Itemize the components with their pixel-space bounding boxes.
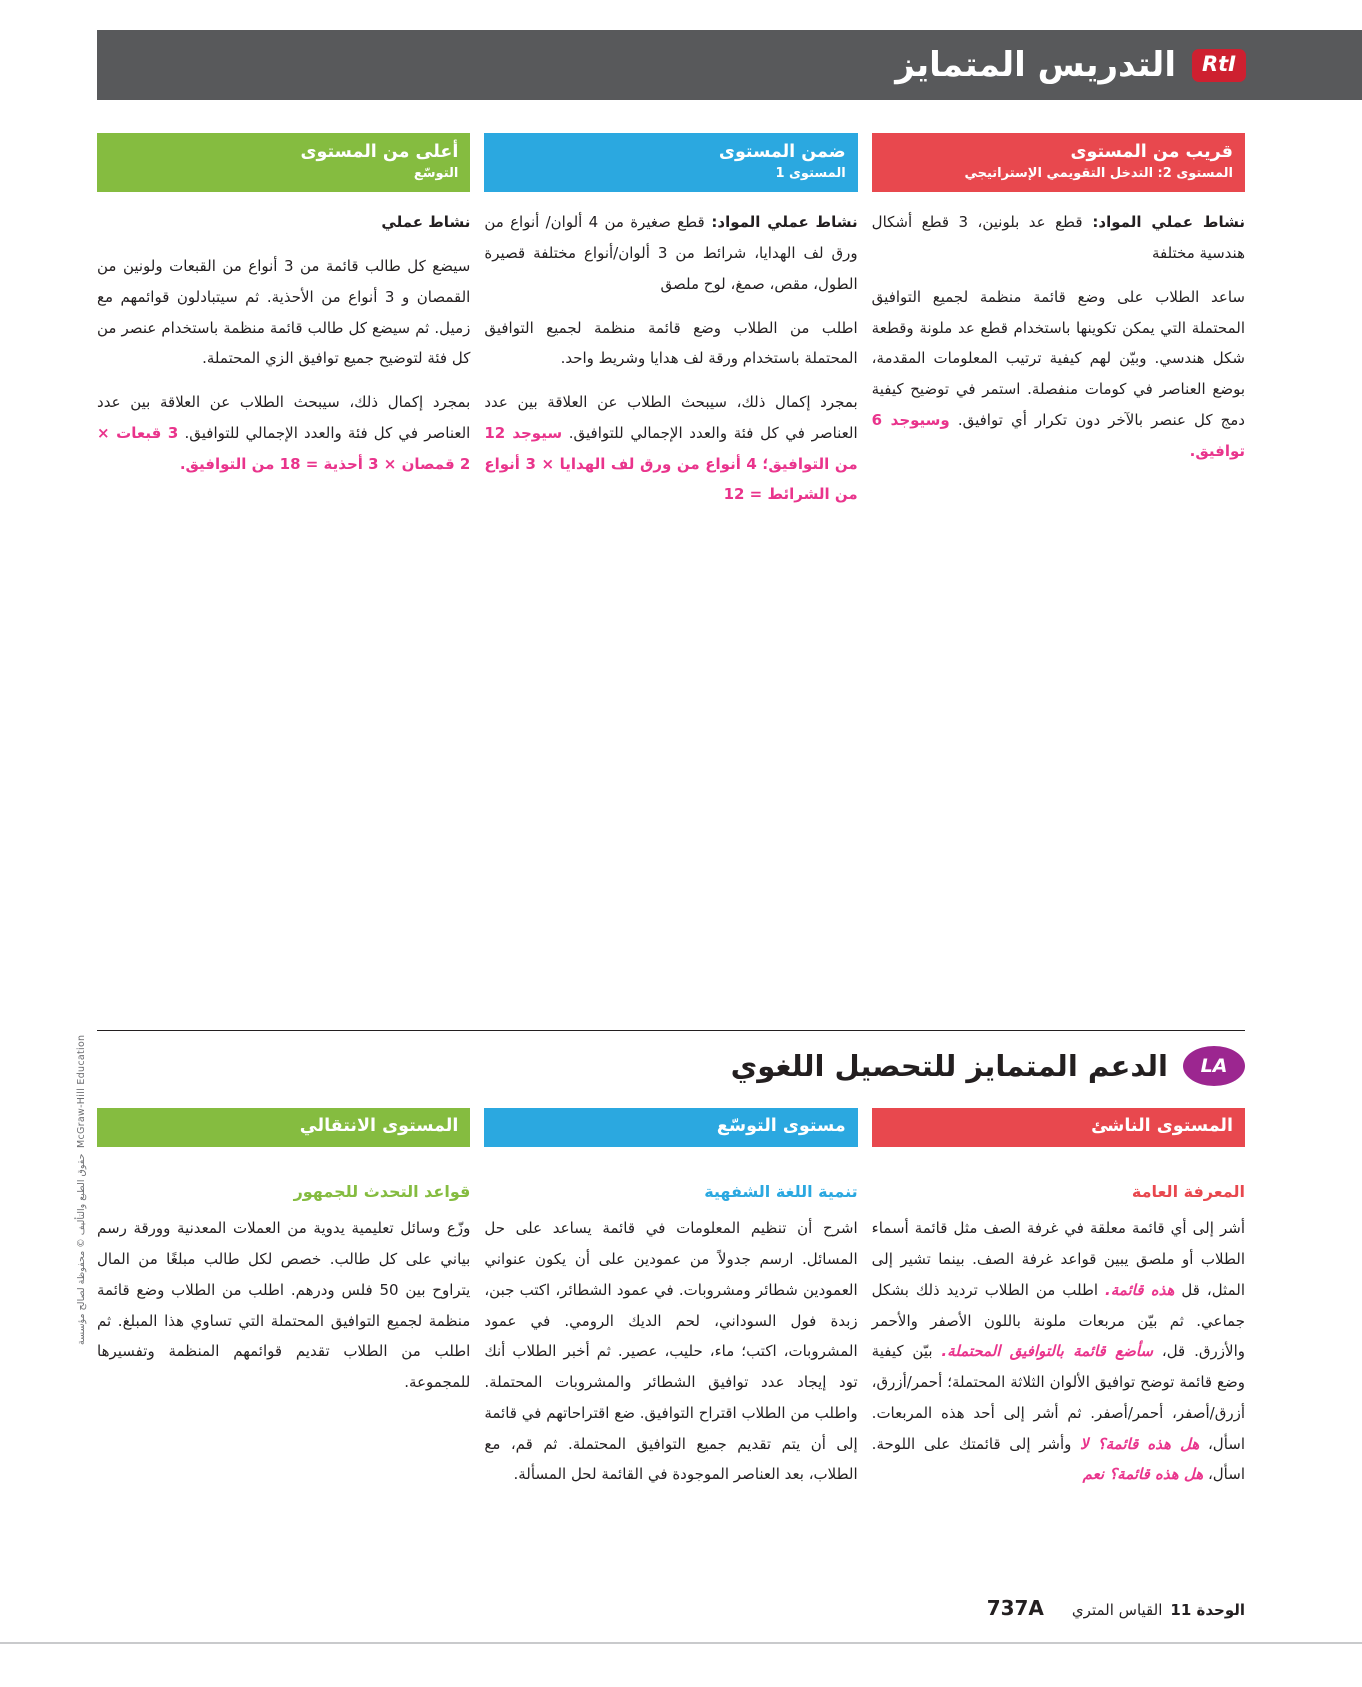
paragraph: سيضع كل طالب قائمة من 3 أنواع من القبعات ولونين من القمصان و 3 أنواع من الأحذية. ثم سيتبادلون قوائمهم مع زميل. ثم سيضع كل طالب قائمة منظمة باستخدام عنصر من كل فئة لتوضيح جميع توافيق الزي المحتملة. <box>97 257 471 368</box>
column-beyond-level <box>97 133 470 523</box>
chapter-label: القياس المتري <box>1071 1601 1163 1619</box>
column-subhead: قواعد التحدث للجمهور <box>293 1181 471 1201</box>
column-header-expanding <box>484 1108 857 1147</box>
column-bridging-level <box>97 1108 470 1503</box>
column-expanding-level <box>484 1108 857 1503</box>
language-support-section <box>97 1108 1245 1503</box>
section-divider <box>97 1030 1245 1031</box>
paragraph: بمجرد إكمال ذلك، سيبحث الطلاب عن العلاقة بين عدد العناصر في كل فئة والعدد الإجمالي للتوافيق. سيوجد 12 من التوافيق؛ 4 أنواع من ورق لف الهدايا × 3 أنواع من الشرائط = 12 <box>484 393 858 504</box>
paragraph: نشاط عملي المواد: قطع صغيرة من 4 ألوان/ أنواع من ورق لف الهدايا، شرائط من 3 ألوان/أنواع مختلفة قصيرة الطول، مقص، صمغ، لوح ملصق <box>484 213 858 293</box>
differentiated-instruction-section <box>97 133 1245 523</box>
column-header-bridging <box>97 1108 470 1147</box>
column-title: ضمن المستوى <box>718 142 846 162</box>
column-subtitle: المستوى 2: التدخل التقويمي الإستراتيجي <box>964 165 1233 181</box>
copyright-credit: حقوق الطبع والتأليف © محفوظة لصالح مؤسسة <box>76 1153 87 1345</box>
column-title: المستوى الانتقالي <box>299 1116 459 1136</box>
paragraph: ساعد الطلاب على وضع قائمة منظمة لجميع التوافيق المحتملة التي يمكن تكوينها باستخدام قطع عد ملونة وقطعة شكل هندسي. وبيّن لهم كيفية ترتيب المعلومات المقدمة، بوضع العناصر في كومات منفصلة. استمر في توضيح كيفية دمج كل عنصر بالآخر دون تكرار أي توافيق. وسيوجد 6 توافيق. <box>871 287 1245 460</box>
paragraph: اشرح أن تنظيم المعلومات في قائمة يساعد على حل المسائل. ارسم جدولاً من عمودين على أن يكون عنواني العمودين شطائر ومشروبات. في عمود الشطائر، اكتب جبن، زبدة فول السوداني، لحم الديك الرومي. في عمود المشروبات، اكتب؛ ماء، حليب، عصير. ثم أخبر الطلاب أنك تود إيجاد عدد توافيق الشطائر والمشروبات المحتملة. واطلب من الطلاب اقتراح التوافيق. ضع اقتراحاتهم في قائمة إلى أن يتم تقديم جميع التوافيق المحتملة. ثم قم، مع الطلاب، بعد العناصر الموجودة في القائمة لحل المسألة. <box>484 1219 858 1484</box>
language-support-header <box>97 1046 1245 1086</box>
publisher-credit: McGraw-Hill Education <box>76 1034 87 1148</box>
column-on-level <box>484 133 857 523</box>
column-subtitle: المستوى 1 <box>775 165 846 181</box>
column-body <box>97 192 470 479</box>
paragraph: وزّع وسائل تعليمية يدوية من العملات المعدنية وورقة رسم بياني على كل طالب. خصص لكل طالب مبلغًا من المال يتراوح بين 50 فلس ودرهم. اطلب من الطلاب وضع قائمة منظمة لجميع التوافيق المحتملة التي تساوي هذا المبلغ. ثم اطلب من الطلاب تقديم قوائمهم المنظمة وتفسيرها للمجموعة. <box>97 1219 471 1392</box>
page-title: التدريس المتمايز <box>895 45 1176 85</box>
column-subhead: تنمية اللغة الشفهية <box>704 1181 858 1201</box>
column-body <box>484 192 857 510</box>
column-body <box>484 1147 857 1491</box>
column-body <box>872 192 1245 466</box>
paragraph: اطلب من الطلاب وضع قائمة منظمة لجميع التوافيق المحتملة باستخدام ورقة لف هدايا وشريط واحد. <box>484 318 858 368</box>
column-subhead: المعرفة العامة <box>1131 1181 1245 1201</box>
paragraph: نشاط عملي المواد: قطع عد بلونين، 3 قطع أشكال هندسية مختلفة <box>871 213 1246 263</box>
paragraph: بمجرد إكمال ذلك، سيبحث الطلاب عن العلاقة بين عدد العناصر في كل فئة والعدد الإجمالي للتوافيق. 3 قبعات × 2 قمصان × 3 أحذية = 18 من التوافيق. <box>97 393 471 473</box>
page-number: 737A <box>986 1596 1044 1620</box>
column-subtitle: التوسّع <box>413 165 459 181</box>
column-title: المستوى الناشئ <box>1091 1116 1233 1136</box>
page-bottom-rule <box>0 1642 1362 1644</box>
column-title: أعلى من المستوى <box>300 142 459 162</box>
paragraph: أشر إلى أي قائمة معلقة في غرفة الصف مثل قائمة أسماء الطلاب أو ملصق يبين قواعد غرفة الصف. بينما تشير إلى المثل، قل هذه قائمة. اطلب من الطلاب ترديد ذلك بشكل جماعي. ثم بيّن مربعات ملونة باللون الأصفر والأحمر والأزرق. قل، سأضع قائمة بالتوافيق المحتملة. بيّن كيفية وضع قائمة توضح توافيق الألوان الثلاثة المحتملة؛ أحمر/أزرق، أزرق/أصفر، أحمر/أصفر. ثم أشر إلى أحد هذه المربعات. اسأل، هل هذه قائمة؟ لا وأشر إلى قائمتك على اللوحة. اسأل، هل هذه قائمة؟ نعم <box>871 1219 1245 1484</box>
column-body <box>872 1147 1245 1491</box>
column-emerging-level <box>872 1108 1245 1503</box>
rti-badge-icon: RtI <box>1192 49 1246 82</box>
column-approaching-level <box>872 133 1245 523</box>
column-header-emerging <box>872 1108 1245 1147</box>
column-header-beyond <box>97 133 470 192</box>
column-title: مستوى التوسّع <box>716 1116 846 1136</box>
section-title: الدعم المتمايز للتحصيل اللغوي <box>730 1049 1168 1083</box>
column-header-approaching <box>872 133 1245 192</box>
column-body <box>97 1147 470 1398</box>
column-header-on-level <box>484 133 857 192</box>
page-footer <box>987 1596 1245 1620</box>
unit-label: الوحدة 11 <box>1170 1601 1245 1619</box>
page-header <box>97 30 1362 100</box>
column-title: قريب من المستوى <box>1070 142 1233 162</box>
la-badge-icon: LA <box>1183 1046 1245 1086</box>
paragraph: نشاط عملي <box>381 213 471 232</box>
